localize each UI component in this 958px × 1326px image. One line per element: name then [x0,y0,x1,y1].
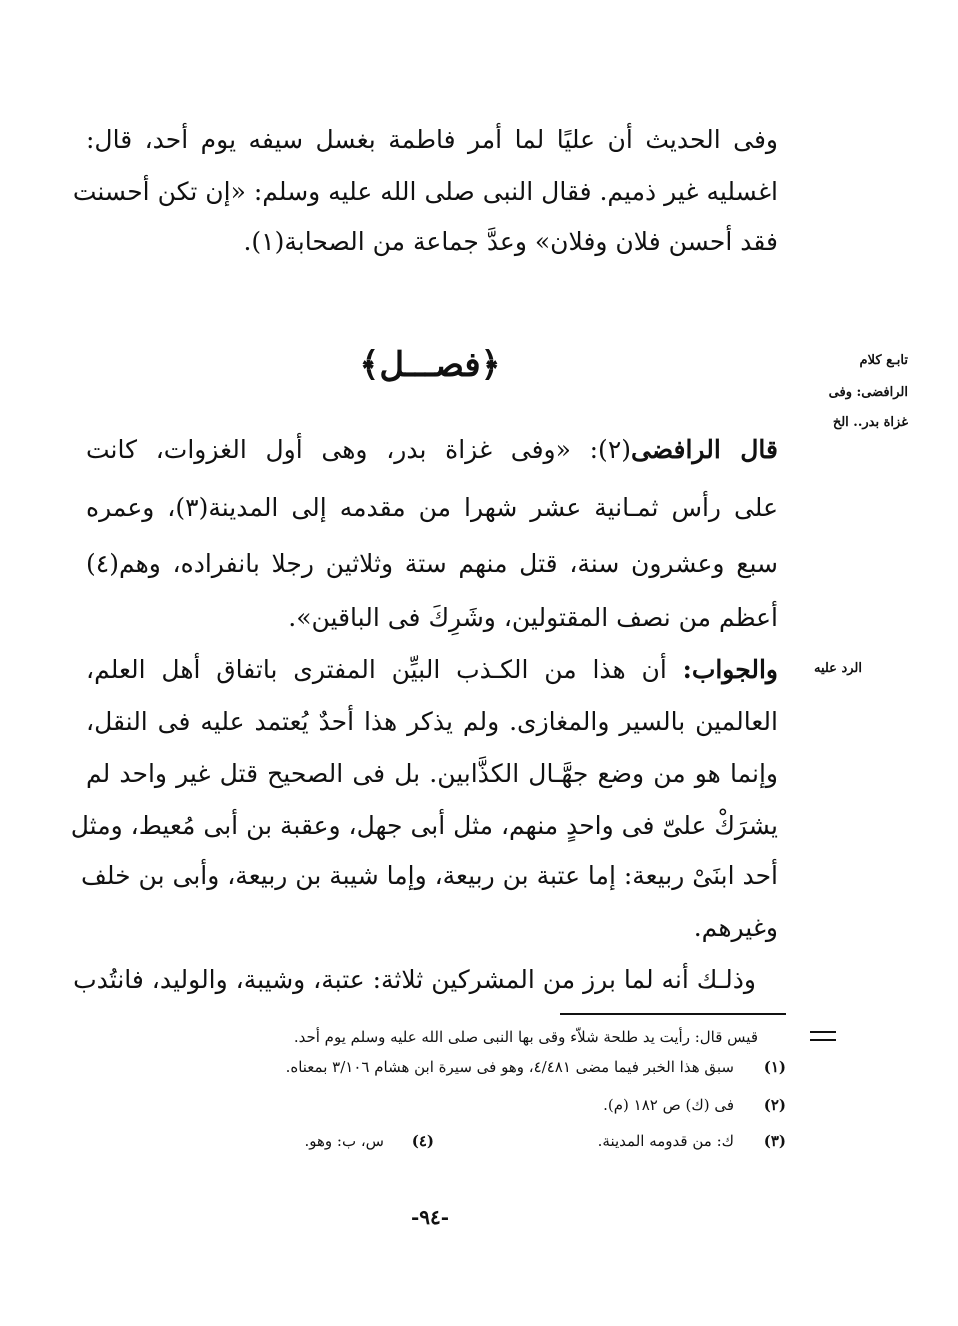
answer-paragraph-line-2: العالمين بالسير والمغازى. ولم يذكر هذا أحدٌ يُعتمد عليه فى النقل، [86,707,778,736]
footnote-number-2: (٢) [763,1096,786,1114]
margin-note-topic-line-1: تابـع كلام [859,353,908,368]
margin-note-reply: الرد عليه [813,661,862,676]
answer-line-1-text: أن هذا من الكـذب البيِّن المفترى باتفاق أهل العلم، [86,655,683,684]
footnote-text-4: س، ب: وهو. [304,1132,384,1150]
footnote-separator [560,1013,786,1015]
footnote-marker-bar-bottom [810,1039,836,1041]
rafidi-paragraph-line-3: سبع وعشرون سنة، قتل منهم ستة وثلاثين رجلا بانفراده، وهم(٤) [86,549,778,578]
rafidi-paragraph-line-2: على رأس ثمـانية عشر شهرا من مقدمه إلى المدينة(٣)، وعمره [86,493,778,522]
footnote-text-3: ك: من قدومه المدينة. [597,1132,734,1150]
margin-note-topic-line-2: الرافضى: وفى [828,385,908,400]
answer-paragraph-line-6: وغيرهم. [693,913,778,942]
margin-note-topic-line-3: غزاة بدر.. الخ [832,415,908,430]
rafidi-lead: قال الرافضى [631,435,778,464]
footnote-number-4: (٤) [411,1132,434,1150]
page-number: -٩٤- [410,1205,450,1229]
footnote-text-2: فى (ك) ص ١٨٢ (م). [603,1096,734,1114]
top-paragraph-line-3: فقد أحسن فلان وفلان» وعدَّ جماعة من الصحابة(١). [243,227,778,256]
answer-lead: والجواب: [682,655,778,684]
rafidi-paragraph-line-4: أعظم من نصف المقتولين، وشَرِكَ فى الباقين». [288,603,778,632]
top-paragraph-line-1: وفى الحديث أن عليًا لما أمر فاطمة بغسل سيفه يوم أحد، قال: [86,125,778,154]
closing-paragraph-line: وذلـك أنه لما برز من المشركين ثلاثة: عتبة، وشيبة، والوليد، فانتُدب [73,965,756,994]
section-heading: ﴿فصـــل﴾ [359,345,501,385]
answer-paragraph-line-5: أحد ابنَىْ ربيعة: إما عتبة بن ربيعة، وإما شيبة بن ربيعة، وأبى بن خلف [80,861,778,890]
rafidi-paragraph-line-1 [86,432,778,468]
footnote-number-1: (١) [763,1058,786,1076]
answer-paragraph-line-3: وإنما هو من وضع جهَّـال الكذَّابين. بل فى الصحيح قتل غير واحد لم [86,759,778,788]
footnote-number-3: (٣) [763,1132,786,1150]
top-paragraph-line-2: اغسليه غير ذميم. فقال النبى صلى الله عليه وسلم: «إن تكن أحسنت [72,177,778,206]
footnote-continuation: قيس قال: رأيت يد طلحة شلاّء وقى بها النبى صلى الله عليه وسلم يوم أحد. [293,1028,758,1046]
answer-paragraph-line-1 [86,652,778,688]
answer-paragraph-line-4: يشرَكْ علىّ فى واحدٍ منهم، مثل أبى جهل، وعقبة بن أبى مُعيط، ومثل [70,811,778,840]
footnote-marker-bar-top [810,1031,836,1033]
footnote-text-1: سبق هذا الخبر فيما مضى ٤/٤٨١، وهو فى سيرة ابن هشام ٣/١٠٦ بمعناه. [285,1058,734,1076]
rafidi-line-1-text: (٢): «وفى غزاة بدر، وهى أول الغزوات، كانت [86,435,632,464]
